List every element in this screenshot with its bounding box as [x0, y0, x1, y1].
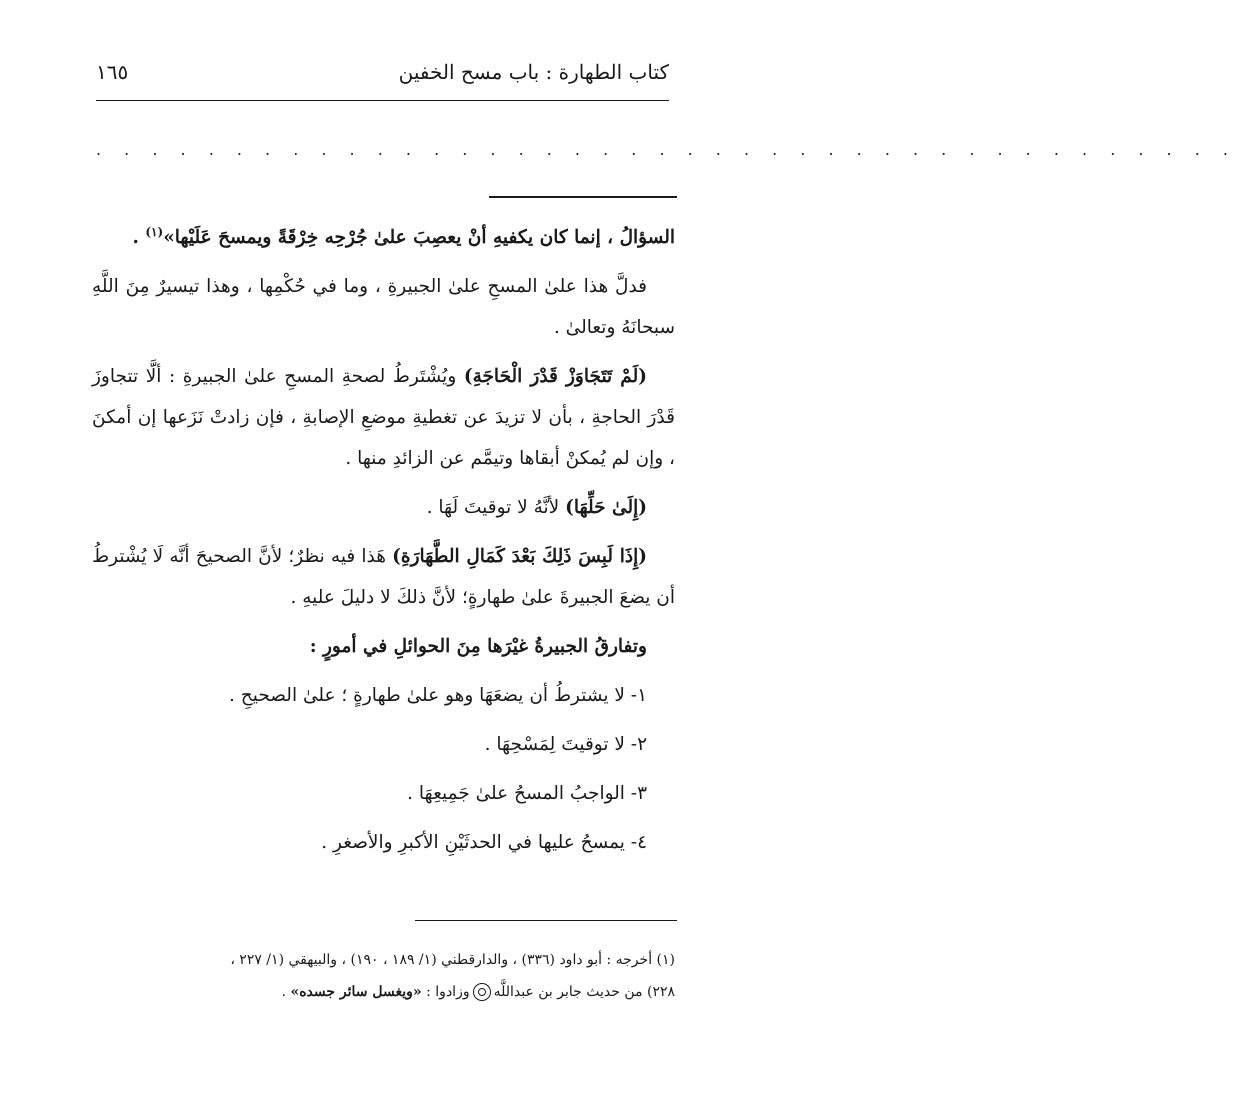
paragraph-condition: [92, 356, 675, 479]
hadith-quote: [92, 212, 675, 258]
matn-quote: (إِلَىٰ حَلِّهَا): [565, 497, 647, 519]
matn-quote: (لَمْ تَتَجَاوَزْ قَدْرَ الْحَاجَةِ): [463, 366, 647, 388]
header-rule: [96, 100, 669, 101]
running-title: كتاب الطهارة : باب مسح الخفين: [398, 60, 669, 84]
footnote-line: [92, 976, 675, 1008]
page-header: [96, 60, 669, 94]
paragraph-purity: [92, 536, 675, 618]
list-item: ٤- يمسحُ عليها في الحدثَيْنِ الأكبرِ والأصغرِ .: [321, 832, 647, 854]
differences-heading: وتفارقُ الجبيرةُ غيْرَها مِنَ الحوائلِ في أمورٍ :: [309, 636, 647, 658]
list-item: ٢- لا توقيتَ لِمَسْحِهَا .: [484, 734, 647, 756]
commentary-text: ويُشْتَرطُ لصحةِ المسحِ علىٰ الجبيرةِ : ألَّا تتجاوزَ قَدْرَ الحاجةِ ، بأن لا تزيدَ عن تغطيةِ موضعِ الإصابةِ ، فإن زادتْ نَزَعها إن أمكنَ ، وإن لم يُمكنْ أبقاها وتيمَّم عن الزائدِ منها .: [92, 366, 675, 470]
paragraph-ruling: فدلَّ هذا علىٰ المسحِ علىٰ الجبيرةِ ، وما في حُكْمِها ، وهذا تيسيرٌ مِنَ اللَّهِ سبحانَهُ وتعالىٰ .: [92, 276, 675, 339]
list-item: ١- لا يشترطُ أن يضعَهَا وهو علىٰ طهارةٍ ؛ علىٰ الصحيحِ .: [229, 685, 647, 707]
radiyallahu-seal-icon: [473, 983, 491, 1001]
commentary-text: لأنَّهُ لا توقيتَ لَهَا .: [426, 497, 566, 519]
footnote-quote: «ويغسل سائر جسده»: [290, 984, 422, 1000]
ellipsis-dots: . . . . . . . . . . . . . . . . . . . . . . . . . . . . . . . . . . . . . . . . .: [96, 140, 1237, 159]
footnote-line: (١) أخرجه : أبو داود (٣٣٦) ، والدارقطني (١/ ١٨٩ ، ١٩٠) ، والبيهقي (١/ ٢٢٧ ،: [230, 952, 675, 968]
section-rule: [489, 196, 677, 198]
hadith-end: .: [132, 227, 146, 249]
commentary-text: هَذا فيه نظرٌ؛ لأنَّ الصحيحَ أنَّه لَا يُشْترطُ أن يضعَ الجبيرةَ علىٰ طهارةٍ؛ لأنَّ ذلكَ لا دليلَ عليهِ .: [92, 546, 675, 609]
page-number: ١٦٥: [96, 60, 129, 84]
hadith-text: السؤالُ ، إنما كان يكفيهِ أنْ يعصِبَ علىٰ جُرْحِه خِرْقَةً ويمسحَ عَلَيْها»: [163, 227, 675, 249]
list-item: ٣- الواجبُ المسحُ علىٰ جَمِيعِهَا .: [407, 783, 647, 805]
main-text: [92, 212, 675, 871]
footnote-text: وزادوا :: [426, 984, 470, 1000]
matn-quote: (إِذَا لَبِسَ ذَلِكَ بَعْدَ كَمَالِ الطَّهَارَةِ): [392, 546, 647, 568]
footnote: [92, 944, 675, 1008]
footnote-ref: (١): [145, 225, 164, 239]
footnote-end: .: [281, 984, 291, 1000]
footnote-rule: [415, 920, 677, 921]
footnote-text: ٢٢٨) من حديث جابر بن عبداللَّه: [493, 984, 675, 1000]
paragraph-duration: [92, 487, 675, 528]
